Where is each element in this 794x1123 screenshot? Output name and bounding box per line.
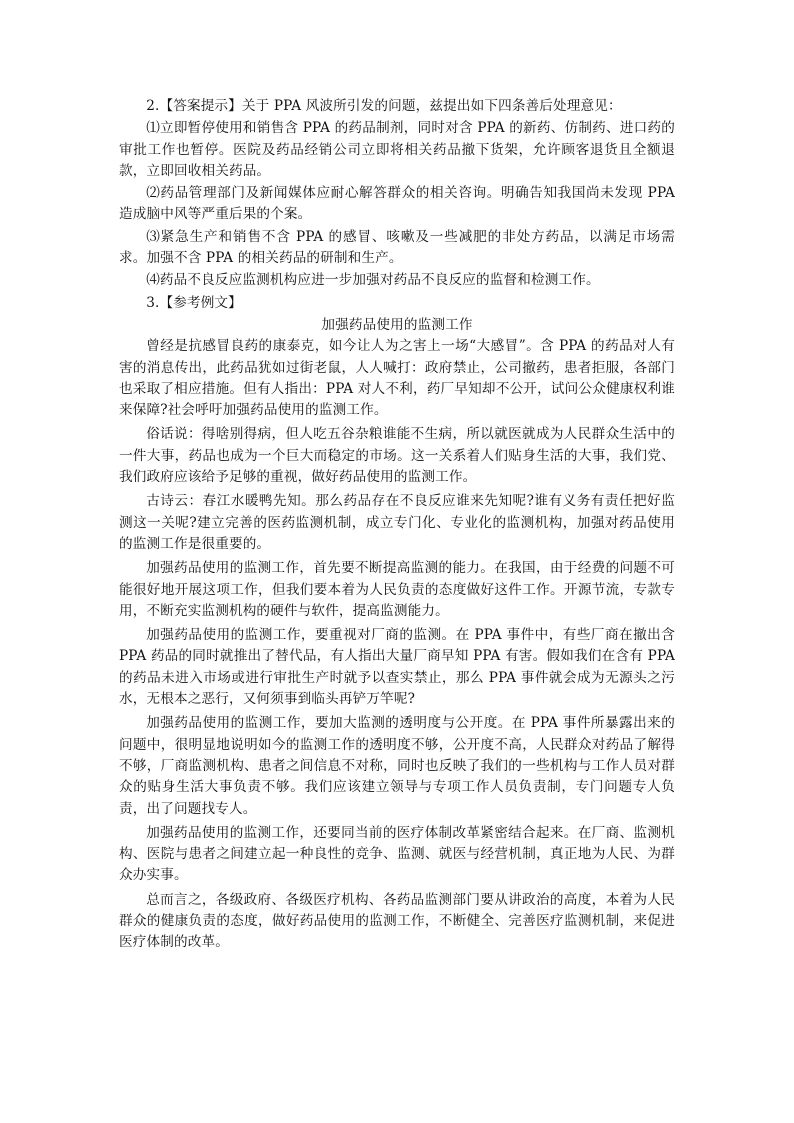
essay-paragraph: 总而言之，各级政府、各级医疗机构、各药品监测部门要从讲政治的高度，本着为人民群众的健康负责的态度，做好药品使用的监测工作，不断健全、完善医疗监测机制，来促进医疗体制的改革。 (119, 891, 675, 951)
section-3-heading: 3.【参考例文】 (146, 294, 242, 311)
essay-paragraph: 加强药品使用的监测工作，要加大监测的透明度与公开度。在 PPA 事件所暴露出来的问题中，很明显地说明如今的监测工作的透明度不够，公开度不高，人民群众对药品了解得不够，厂商监测机构、患者之间信息不对称，同时也反映了我们的一些机构与工作人员对群众的贴身生活大事负责不够。我们应该建立领导与专项工作人员负责制，专门问题专人负责，出了问题找专人。 (119, 715, 675, 817)
essay-paragraph: 曾经是抗感冒良药的康泰克，如今让人为之害上一场“大感冒”。含 PPA 的药品对人有害的消息传出，此药品犹如过街老鼠，人人喊打：政府禁止，公司撤药，患者拒服，各部门也采取了相应措施。但有人指出：PPA 对人不利，药厂早知却不公开，试问公众健康权利谁来保障?社会呼吁加强药品使用的监测工作。 (119, 338, 675, 419)
section-2-item-2: ⑵药品管理部门及新闻媒体应耐心解答群众的相关咨询。明确告知我国尚未发现 PPA 造成脑中风等严重后果的个案。 (119, 185, 675, 223)
essay-title: 加强药品使用的监测工作 (321, 316, 473, 333)
section-2-item-3: ⑶紧急生产和销售不含 PPA 的感冒、咳嗽及一些减肥的非处方药品，以满足市场需求。加强不含 PPA 的相关药品的研制和生产。 (119, 228, 675, 267)
document-body (119, 96, 675, 954)
section-2-heading: 2.【答案提示】关于 PPA 风波所引发的问题，兹提出如下四条善后处理意见： (146, 98, 622, 114)
section-2-item-4: ⑷药品不良反应监测机构应进一步加强对药品不良反应的监督和检测工作。 (146, 272, 600, 289)
essay-paragraph: 古诗云：春江水暖鸭先知。那么药品存在不良反应谁来先知呢?谁有义务有责任把好监测这一关呢?建立完善的医药监测机制，成立专门化、专业化的监测机构，加强对药品使用的监测工作是很重要的。 (119, 493, 675, 552)
essay-paragraph: 加强药品使用的监测工作，首先要不断提高监测的能力。在我国，由于经费的问题不可能很好地开展这项工作，但我们要本着为人民负责的态度做好这件工作。开源节流，专款专用，不断充实监测机构的硬件与软件，提高监测能力。 (119, 560, 675, 619)
essay-paragraph: 加强药品使用的监测工作，要重视对厂商的监测。在 PPA 事件中，有些厂商在撤出含 PPA 药品的同时就推出了替代品，有人指出大量厂商早知 PPA 有害。假如我们在含有 PPA 的药品未进入市场或进行审批生产时就予以查实禁止，那么 PPA 事件就会成为无源头之污水，无根本之恶行，又何须事到临头再铲万竿呢? (119, 627, 675, 708)
section-2-item-1: ⑴立即暂停使用和销售含 PPA 的药品制剂，同时对含 PPA 的新药、仿制药、进口药的审批工作也暂停。医院及药品经销公司立即将相关药品撤下货架，允许顾客退货且全额退款，立即回收相关药品。 (119, 120, 675, 179)
essay-paragraph: 俗话说：得啥别得病，但人吃五谷杂粮谁能不生病，所以就医就成为人民群众生活中的一件大事，药品也成为一个巨大而稳定的市场。这一关系着人们贴身生活的大事，我们党、我们政府应该给予足够的重视，做好药品使用的监测工作。 (119, 426, 675, 486)
essay-paragraph: 加强药品使用的监测工作，还要同当前的医疗体制改革紧密结合起来。在厂商、监测机构、医院与患者之间建立起一种良性的竞争、监测、就医与经营机制，真正地为人民、为群众办实事。 (119, 824, 675, 884)
